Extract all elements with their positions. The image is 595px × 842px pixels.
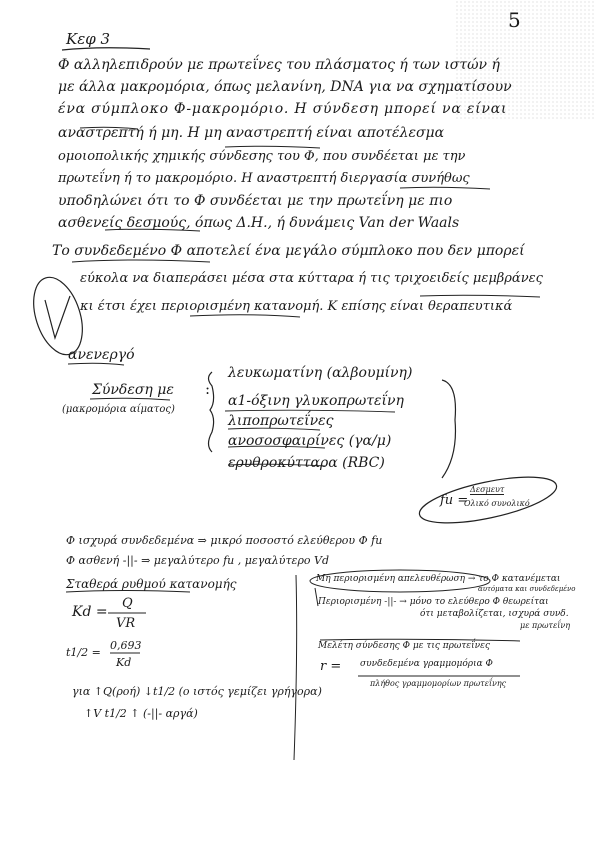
left-note-strong-binding: Φ ισχυρά συνδεδεμένα ⇒ μικρό ποσοστό ελεύθερου Φ fu	[66, 534, 383, 547]
paragraph1-line-2: με άλλα μακρομόρια, όπως μελανίνη, DNA για να σχηματίσουν	[58, 79, 512, 95]
left-note-weak-binding: Φ ασθενή -||- ⇒ μεγαλύτερο fu , μεγαλύτερο Vd	[66, 554, 330, 567]
kd-formula-numerator: Q	[122, 596, 133, 611]
binding-label: Σύνδεση με	[92, 382, 174, 398]
study-note-numerator: συνδεδεμένα γραμμομόρια Φ	[360, 659, 493, 669]
heading-underline	[62, 48, 150, 50]
study-note-denominator: πλήθος γραμμομορίων πρωτεΐνης	[370, 679, 507, 688]
check-mark	[45, 296, 70, 338]
paragraph2-line-1: Το συνδεδεμένο Φ αποτελεί ένα μεγάλο σύμπλοκο που δεν μπορεί	[52, 243, 525, 259]
binding-item-erythrocytes: ερυθροκύτταρα (RBC)	[228, 455, 385, 471]
paragraph1-line-4: αναστρεπτή ή μη. Η μη αναστρεπτή είναι αποτέλεσμα	[58, 125, 445, 141]
half-life-numerator: 0,693	[110, 639, 142, 652]
underline-periorismeni	[190, 315, 300, 317]
right-note-restricted-cont: ότι μεταβολίζεται, ισχυρά συνδ.	[420, 609, 569, 619]
half-life-lhs: t1/2 =	[66, 646, 101, 659]
bottom-note-volume: ↑V t1/2 ↑ (-||- αργά)	[84, 707, 198, 720]
fu-formula-denominator: Ολικό συνολικό	[464, 499, 530, 508]
binding-item-albumin: λευκωματίνη (αλβουμίνη)	[228, 365, 413, 381]
right-note-unrestricted: Μη περιορισμένη απελευθέρωση → το Φ κατανέμεται	[316, 574, 561, 584]
underline-anenergo	[68, 363, 124, 365]
paragraph1-line-6: πρωτεΐνη ή το μακρομόριο. Η αναστρεπτή διεργασία συνήθως	[58, 171, 470, 186]
vertical-divider	[294, 575, 297, 760]
binding-colon: :	[205, 380, 211, 398]
binding-sublabel: (μακρομόρια αίματος)	[62, 404, 175, 415]
kd-formula-lhs: Kd =	[72, 604, 108, 620]
right-note-unrestricted-cont: αυτόματα και συνδεδεμένο	[478, 585, 576, 593]
underline-syndedemeno	[72, 260, 210, 262]
fu-formula-numerator: Δεσμευτ	[470, 485, 505, 494]
bottom-note-flow: για ↑Q(ροή) ↓t1/2 (ο ιστός γεμίζει γρήγορα)	[72, 685, 322, 698]
binding-right-brace	[442, 380, 455, 478]
right-note-restricted-cont2: με πρωτεΐνη	[520, 621, 571, 630]
paragraph2-line-2: εύκολα να διαπεράσει μέσα στα κύτταρα ή τις τριχοειδείς μεμβράνες	[80, 271, 543, 286]
binding-item-glycoprotein: α1-όξινη γλυκοπρωτεΐνη	[228, 393, 404, 409]
underline-therapeutika	[420, 295, 540, 297]
rate-title: Σταθερά ρυθμού κατανομής	[66, 577, 237, 591]
right-note-restricted: Περιορισμένη -||- → μόνο το ελεύθερο Φ θεωρείται	[318, 597, 549, 607]
kd-formula-denominator: VR	[116, 616, 136, 631]
half-life-denominator: Kd	[116, 656, 132, 669]
underline-anastrepti	[400, 187, 490, 189]
paragraph2-line-4: ανενεργό	[68, 347, 135, 363]
study-note-title: Μελέτη σύνδεσης Φ με τις πρωτεΐνες	[318, 641, 490, 651]
chapter-heading: Κεφ 3	[66, 30, 111, 48]
underline-binding-label	[90, 398, 170, 400]
paragraph1-line-5: ομοιοπολικής χημικής σύνδεσης του Φ, που συνδέεται με την	[58, 149, 466, 164]
binding-item-lipoproteins: λιποπρωτεΐνες	[228, 413, 334, 429]
fu-formula-lhs: fu =	[440, 493, 469, 508]
paragraph2-line-3: κι έτσι έχει περιορισμένη κατανομή. Κ επίσης είναι θεραπευτικά	[80, 299, 513, 314]
paragraph1-line-7: υποδηλώνει ότι το Φ συνδέεται με την πρωτεΐνη με πιο	[58, 193, 453, 209]
paragraph1-line-3: ένα σύμπλοκο Φ-μακρομόριο. Η σύνδεση μπορεί να είναι	[58, 101, 508, 117]
paragraph1-line-8: ασθενείς δεσμούς, όπως Δ.Η., ή δυνάμεις Van der Waals	[58, 215, 460, 231]
binding-item-immunoglobulins: ανοσοσφαιρίνες (γα/μ)	[228, 433, 392, 449]
study-note-lhs: r =	[320, 659, 342, 674]
paragraph1-line-1: Φ αλληλεπιδρούν με πρωτεΐνες του πλάσματος ή των ιστών ή	[58, 57, 500, 73]
underline-mi-anastrepti	[225, 146, 320, 148]
page-number: 5	[508, 8, 521, 32]
